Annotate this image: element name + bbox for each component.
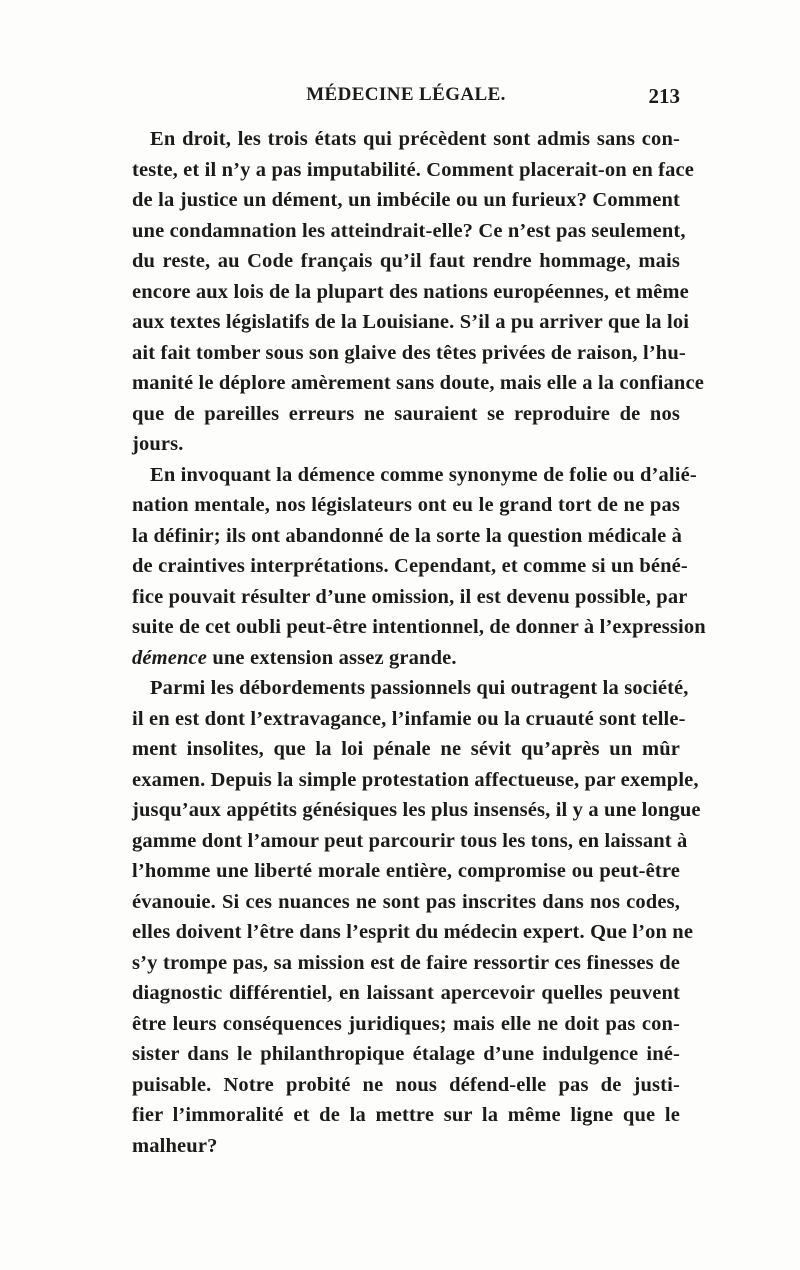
text-line: être leurs conséquences juridiques; mais elle ne doit pas con- — [132, 1012, 680, 1035]
text-line: diagnostic différentiel, en laissant apercevoir quelles peuvent — [132, 982, 680, 1004]
text-line: encore aux lois de la plupart des nations européennes, et même — [132, 280, 689, 303]
text-line: du reste, au Code français qu’il faut rendre hommage, mais — [132, 250, 680, 272]
text-line: suite de cet oubli peut-être intentionnel, de donner à l’expression — [132, 616, 706, 638]
text-line: sister dans le philanthropique étalage d’une indulgence iné- — [132, 1043, 680, 1065]
text-line: elles doivent l’être dans l’esprit du médecin expert. Que l’on ne — [132, 921, 694, 943]
text-line: la définir; ils ont abandonné de la sorte la question médicale à — [132, 524, 683, 547]
page-number: 213 — [648, 84, 680, 108]
text-line: aux textes législatifs de la Louisiane. S’il a pu arriver que la loi — [132, 311, 690, 333]
text-line: jours. — [132, 433, 184, 455]
text-line: En invoquant la démence comme synonyme de folie ou d’alié- — [150, 463, 697, 486]
text-line: de la justice un dément, un imbécile ou un furieux? Comment — [132, 189, 680, 211]
text-line — [132, 643, 680, 674]
text-line: évanouie. Si ces nuances ne sont pas inscrites dans nos codes, — [132, 890, 680, 913]
line-continuation: une extension assez grande. — [207, 646, 457, 669]
text-line: il en est dont l’extravagance, l’infamie ou la cruauté sont telle- — [132, 707, 686, 730]
text-line: ment insolites, que la loi pénale ne sévit qu’après un mûr — [132, 738, 680, 760]
text-line: que de pareilles erreurs ne sauraient se reproduire de nos — [132, 402, 680, 425]
text-line: une condamnation les atteindrait-elle? Ce n’est pas seulement, — [132, 219, 686, 242]
text-line: teste, et il n’y a pas imputabilité. Comment placerait-on en face — [132, 158, 695, 181]
text-line: fice pouvait résulter d’une omission, il est devenu possible, par — [132, 585, 688, 608]
text-line: En droit, les trois états qui précèdent sont admis sans con- — [150, 128, 680, 150]
text-line: examen. Depuis la simple protestation affectueuse, par exemple, — [132, 768, 699, 791]
text-line: nation mentale, nos législateurs ont eu le grand tort de ne pas — [132, 494, 680, 516]
text-line: jusqu’aux appétits génésiques les plus insensés, il y a une longue — [132, 799, 701, 821]
body-text — [132, 124, 706, 1161]
text-line: de craintives interprétations. Cependant, et comme si un béné- — [132, 555, 688, 577]
text-line: gamme dont l’amour peut parcourir tous les tons, en laissant à — [132, 829, 688, 852]
text-line: malheur? — [132, 1134, 218, 1157]
text-line: puisable. Notre probité ne nous défend-elle pas de justi- — [132, 1073, 680, 1096]
text-line: Parmi les débordements passionnels qui outragent la société, — [150, 677, 689, 699]
text-line: ait fait tomber sous son glaive des têtes privées de raison, l’hu- — [132, 341, 686, 364]
text-line: l’homme une liberté morale entière, compromise ou peut-être — [132, 860, 680, 882]
italic-term: démence — [132, 646, 208, 669]
text-line: fier l’immoralité et de la mettre sur la même ligne que le — [132, 1104, 680, 1126]
text-line: manité le déplore amèrement sans doute, mais elle a la confiance — [132, 372, 704, 394]
running-title: MÉDECINE LÉGALE. — [306, 84, 506, 105]
running-head — [132, 84, 680, 114]
text-line: s’y trompe pas, sa mission est de faire ressortir ces finesses de — [132, 951, 680, 974]
